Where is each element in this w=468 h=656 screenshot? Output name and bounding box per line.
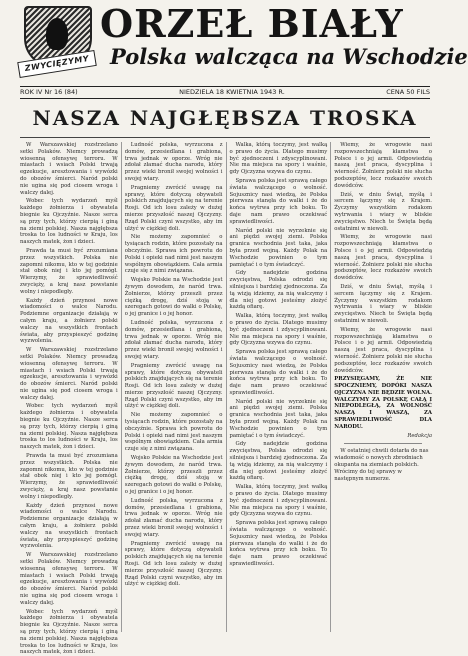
- paragraph: Gdy nadejdzie godzina zwycięstwa, Polska odrodzi się silniejsza i bardziej zjednoczona. Za tą wizją idziemy, za nią walczymy i dla niej gotowi jesteśmy złożyć każdą ofiarę.: [229, 441, 328, 482]
- paragraph: Prawda ta musi być zrozumiana przez wszystkich. Polska nie zapomni nikomu, kto w tej godzinie stał obok niej i kto jej pomógł. Wierzymy, że sprawiedliwość zwycięży, a kraj nasz powstanie wolny i niepodległy.: [20, 247, 118, 295]
- article-column-4: [334, 142, 432, 632]
- paragraph: Naród polski nie wyrzeknie się ani piędzi swojej ziemi. Polska granica wschodnia jest taka, jaka była przed wojną. Każdy Polak na Wschodzie powinien o tym pamiętać i o tym świadczyć.: [229, 227, 328, 268]
- paragraph: Sprawa polska jest sprawą całego świata walczącego o wolność. Sojusznicy nasi wiedzą, że Polska pierwsza stanęła do walki i że do końca wytrwa przy ich boku. To daje nam prawo oczekiwać sprawiedliwości.: [229, 177, 328, 225]
- article-column-2: [125, 142, 223, 632]
- paragraph: Ludność polska, wyrzucona z domów, przesiedlana i grabiona, trwa jednak w oporze. Wróg nie zdołał złamać ducha narodu, który przez wieki bronił swojej wolności i swojej wiary.: [124, 142, 223, 182]
- article-column-1: [20, 142, 118, 656]
- article-body: [20, 142, 432, 656]
- paragraph: Dziś, w dniu Świąt, myślą i sercem łączymy się z Krajem. Życzymy wszystkim rodakom wytrwania i wiary w bliskie zwycięstwo. Niech te Święta będą ostatnimi w niewoli.: [334, 283, 432, 324]
- paragraph: Sprawa polska jest sprawą całego świata walczącego o wolność. Sojusznicy nasi wiedzą, że Polska pierwsza stanęła do walki i że do końca wytrwa przy ich boku. To daje nam prawo oczekiwać sprawiedliwości.: [229, 349, 328, 396]
- paragraph: Ludność polska, wyrzucona z domów, przesiedlana i grabiona, trwa jednak w oporze. Wróg nie zdołał złamać ducha narodu, który przez wieki bronił swojej wolności i swojej wiary.: [124, 319, 223, 360]
- newspaper-motto: Polska walcząca na Wschodzie: [110, 44, 468, 69]
- paragraph: Dziś, w dniu Świąt, myślą i sercem łączymy się z Krajem. Życzymy wszystkim rodakom wytrwania i wiary w bliskie zwycięstwo. Niech te Święta będą ostatnimi w niewoli.: [334, 191, 432, 232]
- paragraph: Wojsko Polskie na Wschodzie jest żywym dowodem, że naród trwa. Żołnierze, którzy przeszli przez ciężką drogę, dziś stoją w szeregach gotowi do walki o Polskę, o jej granice i o jej honor.: [124, 455, 223, 496]
- issue-info-bar: [20, 87, 430, 97]
- paragraph: Walka, którą toczymy, jest walką o prawo do życia. Dlatego musimy być zjednoczeni i zdyscyplinowani. Nie ma miejsca na spory i waśnie, gdy Ojczyzna wzywa do czynu.: [229, 313, 328, 347]
- article-headline: NASZA NAJGŁĘBSZA TROSKA: [32, 106, 418, 130]
- paragraph: Walka, którą toczymy, jest walką o prawo do życia. Dlatego musimy być zjednoczeni i zdyscyplinowani. Nie ma miejsca na spory i waśnie, gdy Ojczyzna wzywa do czynu.: [229, 142, 328, 176]
- signature: Redakcja: [407, 432, 432, 439]
- oath-paragraph: PRZYSIĘGAMY, ŻE NIE SPOCZNIEMY, DOPÓKI NASZA OJCZYZNA NIE BĘDZIE WOLNA. WALCZYMY ZA POLSKĘ CAŁĄ I NIEPODLEGŁĄ, ZA WOLNOŚĆ NASZĄ I WASZĄ, ZA SPRAWIEDLIWOŚĆ DLA NARODU.: [334, 376, 432, 430]
- paragraph: Prawda ta musi być zrozumiana przez wszystkich. Polska nie zapomni nikomu, kto w tej godzinie stał obok niej i kto jej pomógł. Wierzymy, że sprawiedliwość zwycięży, a kraj nasz powstanie wolny i niepodległy.: [20, 453, 118, 500]
- paragraph: Nie możemy zapomnieć o tysiącach rodzin, które pozostały na obczyźnie. Sprawa ich powrotu do Polski i opieki nad nimi jest naszym wspólnym obowiązkiem. Cała armia czuje się z nimi związana.: [124, 234, 223, 275]
- paragraph: Wiemy, że wrogowie nasi rozpowszechniają kłamstwa o Polsce i o jej armii. Odpowiedzią naszą jest praca, dyscyplina i wierność. Żołnierz polski nie słucha podszeptów, lecz rozkazów swoich dowódców.: [334, 326, 432, 374]
- column-divider: [344, 443, 422, 444]
- paragraph: Pragniemy zwrócić uwagę na sprawy, które dotyczą obywateli polskich znajdujących się na terenie Rosji. Od ich losu zależy w dużej mierze przyszłość naszej Ojczyzny. Rząd Polski czyni wszystko, aby im ulżyć w ciężkiej doli.: [124, 362, 223, 410]
- paragraph: Wiemy, że wrogowie nasi rozpowszechniają kłamstwa o Polsce i o jej armii. Odpowiedzią naszą jest praca, dyscyplina i wierność. Żołnierz polski nie słucha podszeptów, lecz rozkazów swoich dowódców.: [334, 142, 432, 189]
- late-news-note: W ostatniej chwili dotarła do nas wiadomość o nowych zbrodniach okupanta na ziemiach polskich. Wrócimy do tej sprawy w następnym numerze.: [334, 448, 429, 482]
- paragraph: Sprawa polska jest sprawą całego świata walczącego o wolność. Sojusznicy nasi wiedzą, że Polska pierwsza stanęła do walki i że do końca wytrwa przy ich boku. To daje nam prawo oczekiwać sprawiedliwości.: [229, 520, 328, 568]
- masthead: [18, 1, 468, 88]
- issue-number: ROK IV Nr 16 (84): [20, 88, 78, 96]
- newspaper-title: ORZEŁ BIAŁY: [100, 1, 404, 46]
- article-column-3: [230, 142, 328, 632]
- paragraph: Nie możemy zapomnieć o tysiącach rodzin, które pozostały na obczyźnie. Sprawa ich powrotu do Polski i opieki nad nimi jest naszym wspólnym obowiązkiem. Cała armia czuje się z nimi związana.: [124, 412, 223, 453]
- paragraph: Wojsko Polskie na Wschodzie jest żywym dowodem, że naród trwa. Żołnierze, którzy przeszli przez ciężką drogę, dziś stoją w szeregach gotowi do walki o Polskę, o jej granice i o jej honor.: [124, 277, 223, 318]
- masthead-ribbon: ZWYCIĘZYMY: [17, 50, 97, 78]
- paragraph: Wobec tych wydarzeń myśl każdego żołnierza i obywatela biegnie ku Ojczyźnie. Nasze serca są przy tych, którzy cierpią i giną na ziemi polskiej. Nasza najgłębsza troska to los ludności w Kraju, los naszych matek, żon i dzieci.: [20, 198, 118, 246]
- paragraph: Każdy dzień przynosi nowe wiadomości o walce Narodu. Podziemne organizacje działają w całym kraju, a żołnierz polski walczy na wszystkich frontach świata, aby przyspieszyć godzinę wyzwolenia.: [20, 297, 118, 345]
- headline-divider: [20, 137, 430, 138]
- paragraph: Każdy dzień przynosi nowe wiadomości o walce Narodu. Podziemne organizacje działają w całym kraju, a żołnierz polski walczy na wszystkich frontach świata, aby przyspieszyć godzinę wyzwolenia.: [20, 502, 118, 550]
- paragraph: W Warszawskiej rozstrzelano setki Polaków. Niemcy prowadzą wiosenną ofensywę terroru. W miastach i wsiach Polski trwają egzekucje, aresztowania i wywózki do obozów śmierci. Naród polski nie ugina się pod ciosem wroga i walczy dalej.: [20, 347, 118, 401]
- issue-date: NIEDZIELA 18 KWIETNIA 1943 R.: [179, 88, 285, 96]
- paragraph: Naród polski nie wyrzeknie się ani piędzi swojej ziemi. Polska granica wschodnia jest taka, jaka była przed wojną. Każdy Polak na Wschodzie powinien o tym pamiętać i o tym świadczyć.: [229, 398, 328, 439]
- issue-price: CENA 50 FILS: [386, 88, 430, 96]
- masthead-divider-bottom: [20, 98, 430, 99]
- paragraph: W Warszawskiej rozstrzelano setki Polaków. Niemcy prowadzą wiosenną ofensywę terroru. W miastach i wsiach Polski trwają egzekucje, aresztowania i wywózki do obozów śmierci. Naród polski nie ugina się pod ciosem wroga i walczy dalej.: [20, 142, 118, 196]
- paragraph: Walka, którą toczymy, jest walką o prawo do życia. Dlatego musimy być zjednoczeni i zdyscyplinowani. Nie ma miejsca na spory i waśnie, gdy Ojczyzna wzywa do czynu.: [229, 484, 328, 518]
- paragraph: Ludność polska, wyrzucona z domów, przesiedlana i grabiona, trwa jednak w oporze. Wróg nie zdołał złamać ducha narodu, który przez wieki bronił swojej wolności i swojej wiary.: [124, 497, 223, 538]
- paragraph: Wobec tych wydarzeń myśl każdego żołnierza i obywatela biegnie ku Ojczyźnie. Nasze serca są przy tych, którzy cierpią i giną na ziemi polskiej. Nasza najgłębsza troska to los ludności w Kraju, los naszych matek, żon i dzieci.: [20, 608, 118, 656]
- paragraph: Wobec tych wydarzeń myśl każdego żołnierza i obywatela biegnie ku Ojczyźnie. Nasze serca są przy tych, którzy cierpią i giną na ziemi polskiej. Nasza najgłębsza troska to los ludności w Kraju, los naszych matek, żon i dzieci.: [20, 403, 118, 451]
- paragraph: Wiemy, że wrogowie nasi rozpowszechniają kłamstwa o Polsce i o jej armii. Odpowiedzią naszą jest praca, dyscyplina i wierność. Żołnierz polski nie słucha podszeptów, lecz rozkazów swoich dowódców.: [334, 234, 432, 282]
- paragraph: Pragniemy zwrócić uwagę na sprawy, które dotyczą obywateli polskich znajdujących się na terenie Rosji. Od ich losu zależy w dużej mierze przyszłość naszej Ojczyzny. Rząd Polski czyni wszystko, aby im ulżyć w ciężkiej doli.: [124, 540, 223, 588]
- paragraph: Gdy nadejdzie godzina zwycięstwa, Polska odrodzi się silniejsza i bardziej zjednoczona. Za tą wizją idziemy, za nią walczymy i dla niej gotowi jesteśmy złożyć każdą ofiarę.: [229, 270, 328, 311]
- paragraph: W Warszawskiej rozstrzelano setki Polaków. Niemcy prowadzą wiosenną ofensywę terroru. W miastach i wsiach Polski trwają egzekucje, aresztowania i wywózki do obozów śmierci. Naród polski nie ugina się pod ciosem wroga i walczy dalej.: [20, 552, 118, 606]
- paragraph: Pragniemy zwrócić uwagę na sprawy, które dotyczą obywateli polskich znajdujących się na terenie Rosji. Od ich losu zależy w dużej mierze przyszłość naszej Ojczyzny. Rząd Polski czyni wszystko, aby im ulżyć w ciężkiej doli.: [124, 184, 223, 232]
